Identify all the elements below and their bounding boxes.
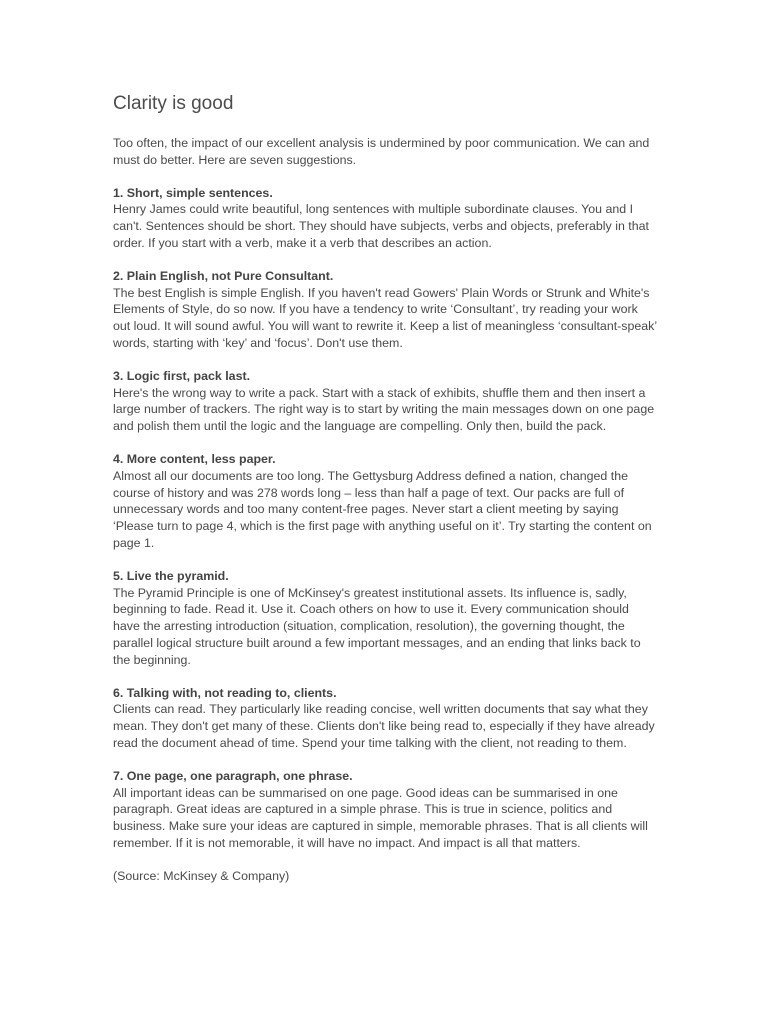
- section-7: [113, 768, 658, 852]
- section-body: Here's the wrong way to write a pack. Start with a stack of exhibits, shuffle them and then insert a large number of trackers. The right way is to start by writing the main messages down on one page and polish them until the logic and the language are compelling. Only then, build the pack.: [113, 385, 655, 434]
- section-heading: 4. More content, less paper.: [113, 451, 276, 466]
- section-body: The Pyramid Principle is one of McKinsey's greatest institutional assets. Its influence is, sadly, beginning to fade. Read it. Use it. Coach others on how to use it. Every communication should have the arresting introduction (situation, complication, resolution), the governing thought, the parallel logical structure built around a few important messages, and an ending that links back to the beginning.: [113, 585, 641, 667]
- source-citation: (Source: McKinsey & Company): [113, 868, 290, 883]
- section-heading: 1. Short, simple sentences.: [113, 185, 273, 200]
- section-heading: 2. Plain English, not Pure Consultant.: [113, 268, 334, 283]
- section-body: Almost all our documents are too long. The Gettysburg Address defined a nation, changed the course of history and was 278 words long – less than half a page of text. Our packs are full of unnecessary words and too many content-free pages. Never start a client meeting by saying ‘Please turn to page 4, which is the first page with anything useful on it’. Try starting the content on page 1.: [113, 468, 652, 550]
- section-heading: 7. One page, one paragraph, one phrase.: [113, 768, 353, 783]
- section-body: The best English is simple English. If you haven't read Gowers' Plain Words or Strunk and White's Elements of Style, do so now. If you have a tendency to write ‘Consultant’, try reading your work out loud. It will sound awful. You will want to rewrite it. Keep a list of meaningless ‘consultant-speak’ words, starting with ‘key’ and ‘focus’. Don't use them.: [113, 285, 657, 350]
- section-body: Clients can read. They particularly like reading concise, well written documents that say what they mean. They don't get many of these. Clients don't like being read to, especially if they have already read the document ahead of time. Spend your time talking with the client, not reading to them.: [113, 702, 655, 750]
- document-page: [113, 92, 658, 884]
- section-1: [113, 185, 658, 252]
- intro-paragraph: Too often, the impact of our excellent analysis is undermined by poor communication. We can and must do better. Here are seven suggestions.: [113, 136, 650, 167]
- section-4: [113, 451, 658, 552]
- section-heading: 3. Logic first, pack last.: [113, 368, 251, 383]
- section-body: Henry James could write beautiful, long sentences with multiple subordinate clauses. You and I can't. Sentences should be short. They should have subjects, verbs and objects, preferably in that order. If you start with a verb, make it a verb that describes an action.: [113, 202, 649, 250]
- section-3: [113, 368, 658, 435]
- section-5: [113, 568, 658, 669]
- section-body: All important ideas can be summarised on one page. Good ideas can be summarised in one paragraph. Great ideas are captured in a simple phrase. This is true in science, politics and business. Make sure your ideas are captured in simple, memorable phrases. That is all clients will remember. If it is not memorable, it will have no impact. And impact is all that matters.: [113, 785, 648, 850]
- section-6: [113, 685, 658, 752]
- document-title: Clarity is good: [113, 93, 234, 114]
- section-2: [113, 268, 658, 352]
- section-heading: 5. Live the pyramid.: [113, 568, 229, 583]
- section-heading: 6. Talking with, not reading to, clients.: [113, 685, 337, 700]
